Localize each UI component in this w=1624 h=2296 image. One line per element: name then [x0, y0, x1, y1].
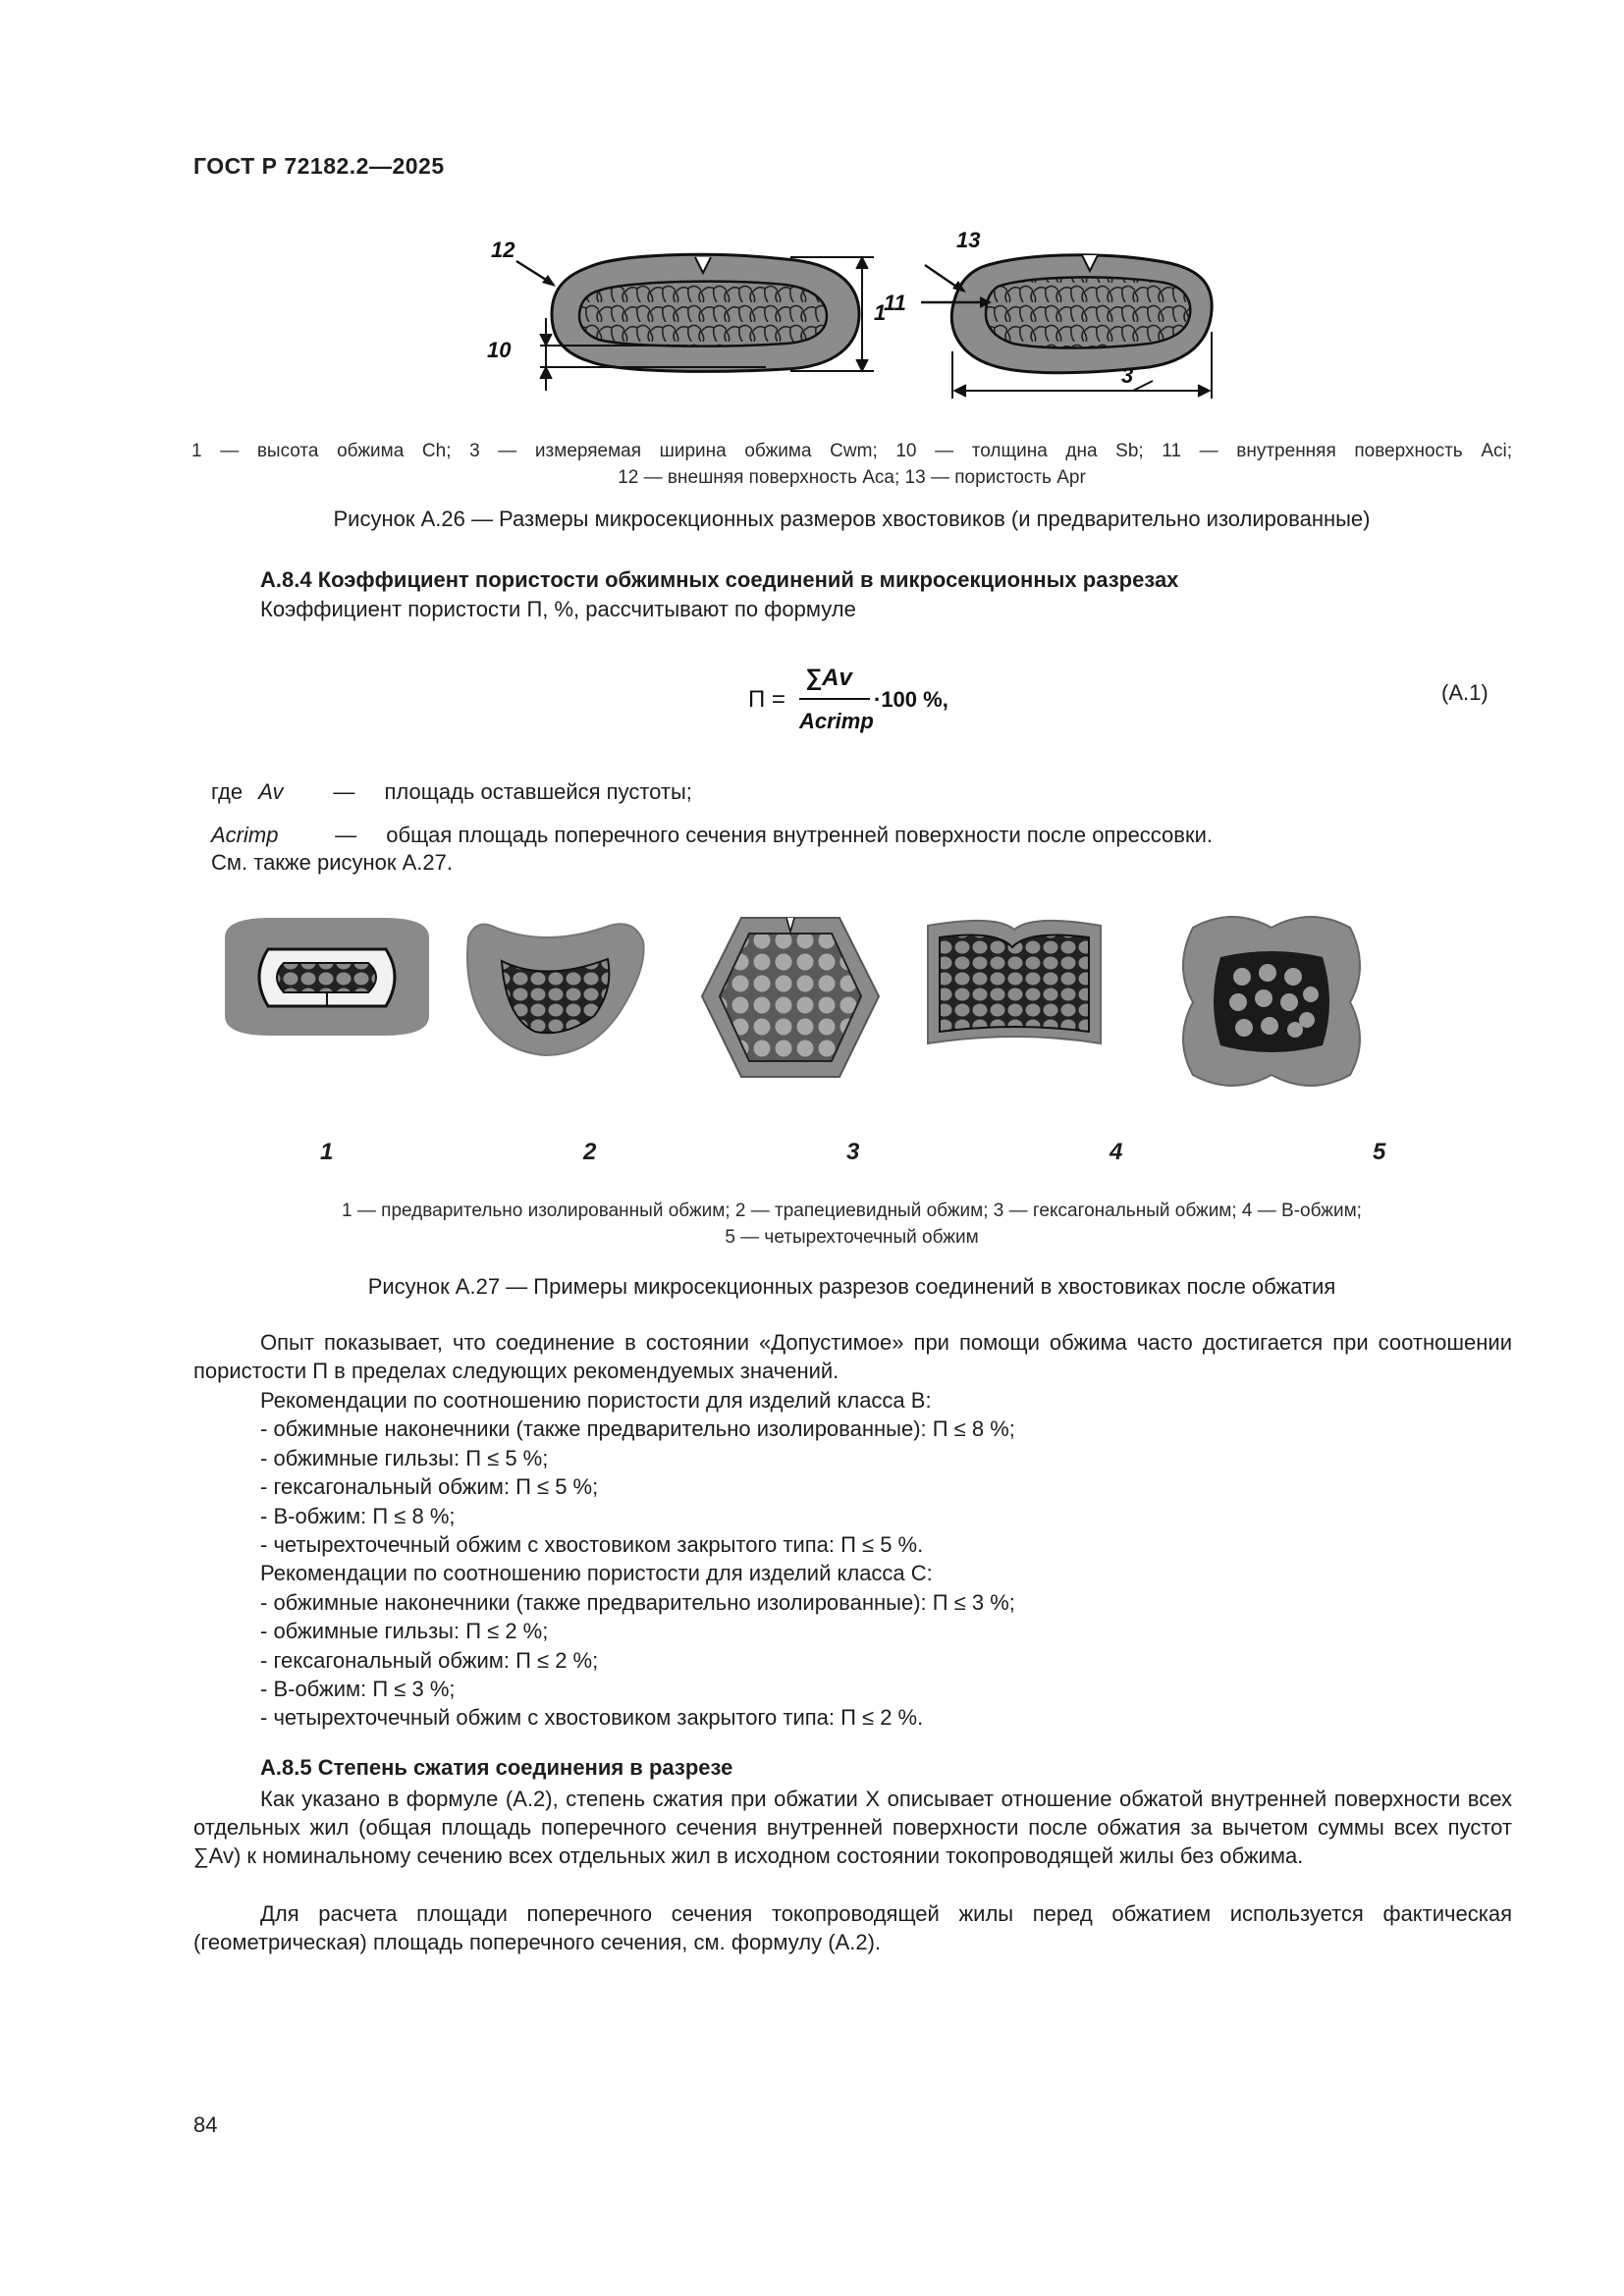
def2-text: общая площадь поперечного сечения внутренней поверхности после опрессовки. [386, 823, 1214, 847]
definition-av [211, 779, 692, 805]
figure-a27-number-5: 5 [1373, 1139, 1386, 1165]
symbol-av: Av [258, 779, 284, 804]
figure-a26-legend [191, 438, 1512, 491]
crimp-section-right [921, 255, 1212, 399]
formula-a1 [727, 656, 982, 739]
def2-dash: — [335, 823, 357, 847]
label-13: 13 [956, 228, 981, 252]
class-b-item-5: - четырехточечный обжим с хвостовиком закрытого типа: П ≤ 5 %. [260, 1532, 924, 1558]
figure-a26-legend-line2: 12 — внешняя поверхность Aca; 13 — пористость Apr [618, 467, 1086, 488]
body-paragraph-1-text: Опыт показывает, что соединение в состоянии «Допустимое» при помощи обжима часто достигается при соотношении пористости П в пределах следующих рекомендуемых значений. [193, 1330, 1512, 1383]
symbol-acrimp: Acrimp [211, 823, 279, 847]
def1-dash: — [333, 779, 355, 804]
section-a85-paragraph-1 [193, 1785, 1512, 1870]
figure-a27-number-3: 3 [846, 1139, 860, 1165]
label-11: 11 [884, 291, 906, 315]
crimp-example-3 [702, 918, 879, 1077]
crimp-example-4 [928, 921, 1101, 1043]
figure-a27-title: Рисунок А.27 — Примеры микросекционных разрезов соединений в хвостовиках после обжатия [367, 1274, 1336, 1299]
figure-a26-diagram [471, 224, 1257, 410]
section-a85-heading: А.8.5 Степень сжатия соединения в разрезе [260, 1755, 733, 1780]
figure-a27-number-1: 1 [320, 1139, 334, 1165]
figure-a26-title: Рисунок А.26 — Размеры микросекционных размеров хвостовиков (и предварительно изолированные) [333, 507, 1371, 531]
class-c-item-2: - обжимные гильзы: П ≤ 2 %; [260, 1619, 549, 1644]
class-c-item-4: - В-обжим: П ≤ 3 %; [260, 1677, 456, 1702]
see-also: См. также рисунок А.27. [211, 850, 454, 875]
label-12: 12 [491, 238, 515, 262]
crimp-example-1 [225, 918, 429, 1036]
label-10: 10 [487, 338, 512, 362]
page-number: 84 [193, 2112, 218, 2137]
figure-a27-legend [191, 1198, 1512, 1251]
formula-number: (А.1) [1441, 680, 1489, 705]
figure-a27-number-4: 4 [1110, 1139, 1123, 1165]
porosity-recommendations [260, 1386, 1015, 1733]
class-c-item-3: - гексагональный обжим: П ≤ 2 %; [260, 1647, 599, 1673]
label-1: 1 [874, 300, 887, 325]
crimp-example-5 [1183, 917, 1360, 1086]
crimp-example-2 [467, 924, 644, 1055]
formula-lhs: П = [748, 686, 785, 713]
section-a85-paragraph-2 [193, 1899, 1512, 1956]
class-b-item-2: - обжимные гильзы: П ≤ 5 %; [260, 1445, 549, 1470]
figure-a27-number-2: 2 [583, 1139, 597, 1165]
figure-a26-legend-line1: 1 — высота обжима Ch; 3 — измеряемая ширина обжима Cwm; 10 — толщина дна Sb; 11 — внутренняя поверхность Aci; [191, 441, 1512, 461]
def1-text: площадь оставшейся пустоты; [384, 779, 692, 804]
definition-acrimp [211, 823, 1213, 848]
section-a85-paragraph-2-text: Для расчета площади поперечного сечения токопроводящей жилы перед обжатием используется фактическая (геометрическая) площадь поперечного сечения, см. формулу (А.2). [193, 1901, 1512, 1954]
class-b-item-3: - гексагональный обжим: П ≤ 5 %; [260, 1474, 599, 1500]
class-b-heading: Рекомендации по соотношению пористости для изделий класса В: [260, 1388, 932, 1413]
class-c-item-5: - четырехточечный обжим с хвостовиком закрытого типа: П ≤ 2 %. [260, 1705, 924, 1731]
figure-a27-legend-line1: 1 — предварительно изолированный обжим; 2 — трапециевидный обжим; 3 — гексагональный обжим; 4 — В-обжим; [342, 1201, 1362, 1221]
body-paragraph-1 [193, 1328, 1512, 1385]
label-3: 3 [1121, 363, 1134, 388]
formula-numerator: ∑Av [805, 665, 852, 691]
formula-denominator: Acrimp [799, 709, 874, 733]
class-b-item-4: - В-обжим: П ≤ 8 %; [260, 1503, 456, 1528]
class-b-item-1: - обжимные наконечники (также предварительно изолированные): П ≤ 8 %; [260, 1416, 1015, 1442]
document-header: ГОСТ Р 72182.2—2025 [193, 153, 445, 179]
figure-a27-diagram [211, 908, 1488, 1168]
crimp-section-left [516, 254, 874, 391]
class-c-heading: Рекомендации по соотношению пористости для изделий класса С: [260, 1561, 933, 1586]
section-a84-heading: А.8.4 Коэффициент пористости обжимных соединений в микросекционных разрезах [260, 567, 1179, 592]
figure-a27-numbers [0, 1139, 1624, 1178]
class-c-item-1: - обжимные наконечники (также предварительно изолированные): П ≤ 3 %; [260, 1589, 1015, 1615]
where-label: где [211, 779, 244, 804]
formula-factor: ·100 %, [874, 687, 948, 712]
section-a84-intro: Коэффициент пористости П, %, рассчитывают по формуле [260, 597, 856, 621]
section-a85-paragraph-1-text: Как указано в формуле (А.2), степень сжатия при обжатии X описывает отношение обжатой внутренней поверхности всех отдельных жил (общая площадь поперечного сечения внутренней поверхности после обжатия за вычетом суммы всех пустот ∑Av) к номинальному сечению всех отдельных жил в исходном состоянии токопроводящей жилы без обжима. [193, 1787, 1512, 1868]
figure-a27-legend-line2: 5 — четырехточечный обжим [725, 1227, 979, 1248]
